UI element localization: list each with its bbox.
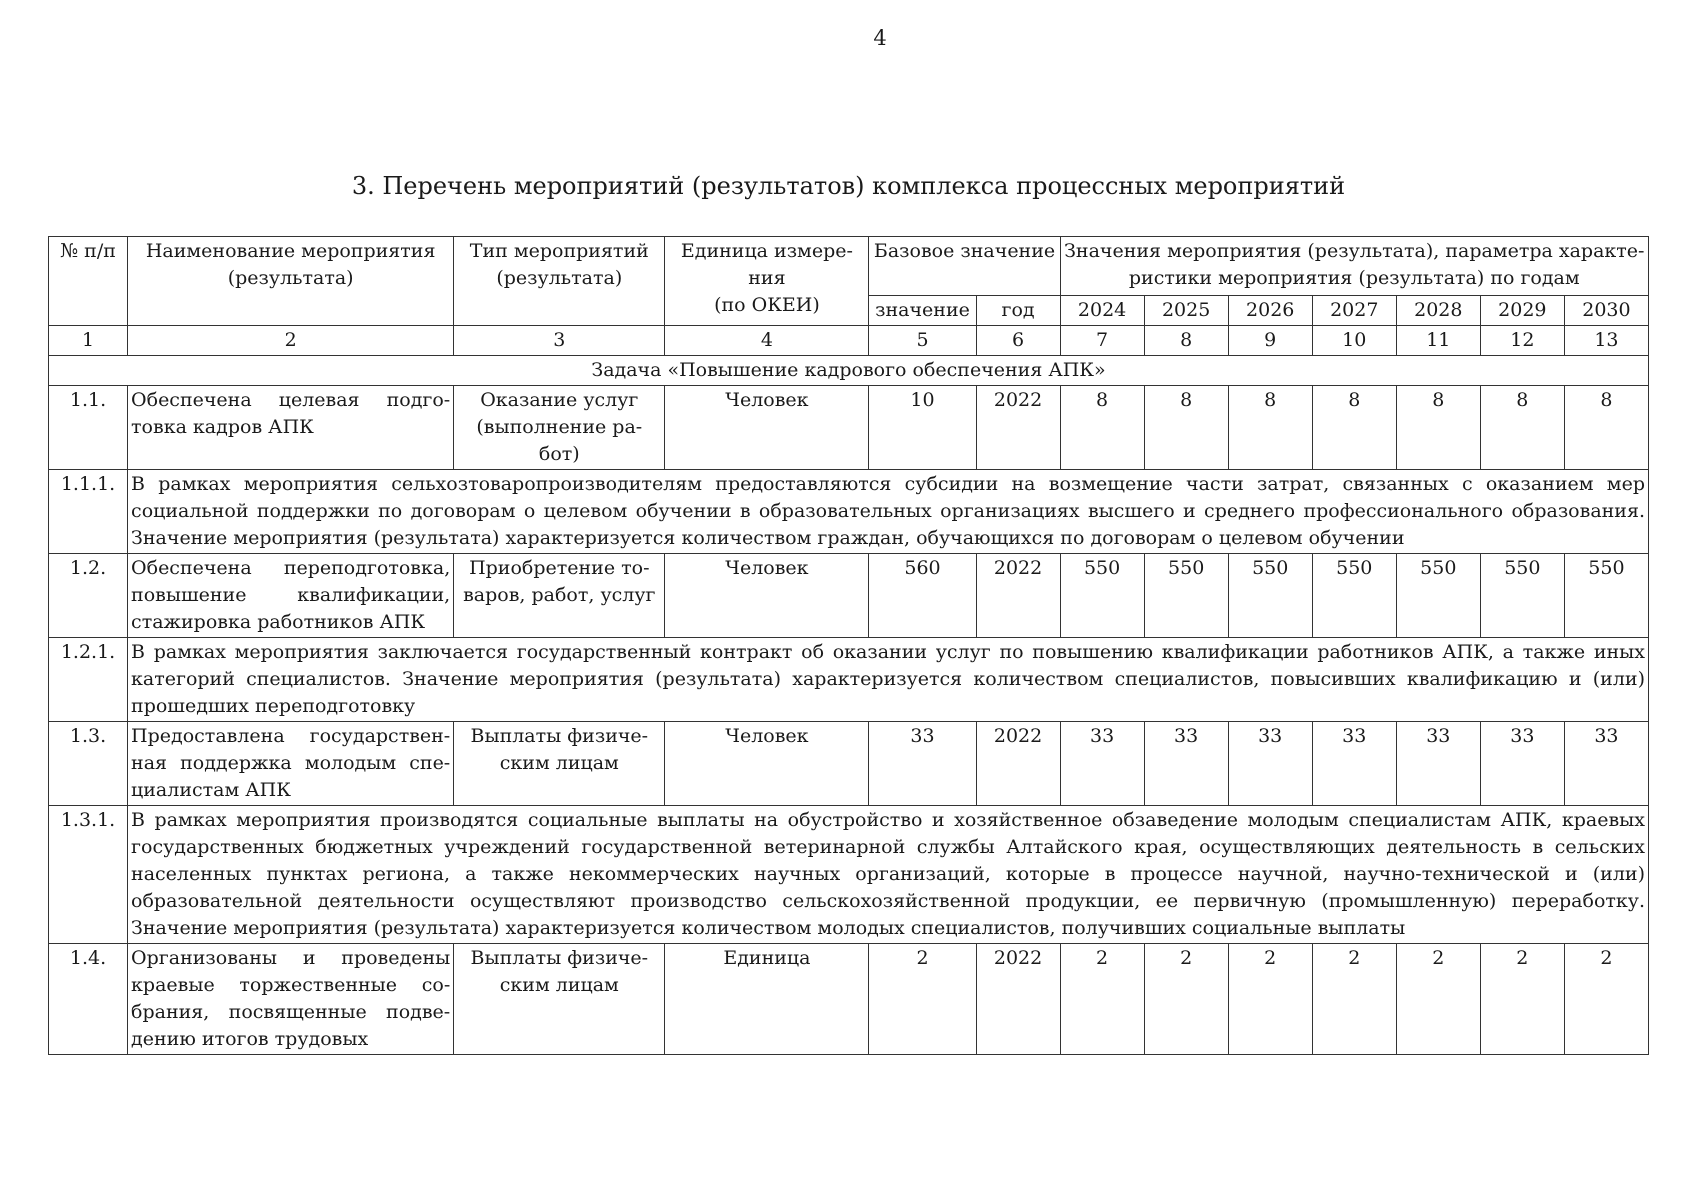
- row-description: В рамках мероприятия заключается государственный контракт об оказании услуг по повышению квалификации работников АПК, а также иных категорий специалистов. Значение мероприятия (результата) характеризуется количеством специалистов, повысивших квалификацию и (или) прошедших переподготовку: [128, 638, 1649, 722]
- header-year: 2024: [1060, 296, 1144, 326]
- header-year: 2027: [1312, 296, 1396, 326]
- header-year: 2026: [1228, 296, 1312, 326]
- row-description: В рамках мероприятия сельхозтоваропроизводителям предоставляются субсидии на возмещение части затрат, связанных с оказанием мер социальной поддержки по договорам о целевом обучении в образовательных организациях высшего и среднего профессионального образования. Значение мероприятия (результата) характеризуется количеством граждан, обучающихся по договорам о целевом обучении: [128, 470, 1649, 554]
- row-year-value: 8: [1060, 386, 1144, 470]
- row-year-value: 550: [1144, 554, 1228, 638]
- row-year-value: 550: [1228, 554, 1312, 638]
- row-year-value: 550: [1396, 554, 1480, 638]
- page-title: 3. Перечень мероприятий (результатов) комплекса процессных мероприятий: [351, 172, 1346, 200]
- row-unit: Человек: [665, 722, 869, 806]
- table-row: [49, 806, 1649, 944]
- column-number: 3: [454, 326, 665, 356]
- task-heading: Задача «Повышение кадрового обеспечения АПК»: [49, 356, 1649, 386]
- column-number: 6: [976, 326, 1060, 356]
- row-num: 1.2.1.: [49, 638, 128, 722]
- column-number: 1: [49, 326, 128, 356]
- row-year-value: 550: [1312, 554, 1396, 638]
- column-number: 7: [1060, 326, 1144, 356]
- table-row: [49, 554, 1649, 638]
- page-number: 4: [873, 26, 887, 50]
- row-name: Организованы и проведены краевые торжественные со-брания, посвященные подве-дению итогов трудовых: [128, 944, 454, 1055]
- row-year-value: 8: [1564, 386, 1648, 470]
- row-unit: Единица: [665, 944, 869, 1055]
- column-number: 12: [1480, 326, 1564, 356]
- table-row: [49, 638, 1649, 722]
- row-type: Приобретение то- варов, работ, услуг: [454, 554, 665, 638]
- row-base-value: 10: [869, 386, 976, 470]
- table-row: [49, 722, 1649, 806]
- table-row: [49, 470, 1649, 554]
- row-year-value: 33: [1480, 722, 1564, 806]
- column-number: 2: [128, 326, 454, 356]
- column-number: 5: [869, 326, 976, 356]
- row-year-value: 8: [1144, 386, 1228, 470]
- header-num: № п/п: [49, 237, 128, 326]
- header-unit: Единица измере- ния (по ОКЕИ): [665, 237, 869, 326]
- row-unit: Человек: [665, 554, 869, 638]
- header-values: Значения мероприятия (результата), параметра характе- ристики мероприятия (результата) по годам: [1060, 237, 1648, 296]
- row-year-value: 2: [1144, 944, 1228, 1055]
- row-year-value: 33: [1144, 722, 1228, 806]
- row-name: Предоставлена государствен-ная поддержка молодым спе-циалистам АПК: [128, 722, 454, 806]
- row-num: 1.2.: [49, 554, 128, 638]
- column-number: 13: [1564, 326, 1648, 356]
- row-year-value: 550: [1060, 554, 1144, 638]
- row-num: 1.3.: [49, 722, 128, 806]
- row-base-year: 2022: [976, 554, 1060, 638]
- row-year-value: 33: [1228, 722, 1312, 806]
- header-year: 2025: [1144, 296, 1228, 326]
- header-year: 2030: [1564, 296, 1648, 326]
- row-unit: Человек: [665, 386, 869, 470]
- column-number: 4: [665, 326, 869, 356]
- header-type: Тип мероприятий (результата): [454, 237, 665, 326]
- row-year-value: 550: [1564, 554, 1648, 638]
- row-num: 1.4.: [49, 944, 128, 1055]
- row-year-value: 2: [1060, 944, 1144, 1055]
- row-type: Выплаты физиче- ским лицам: [454, 944, 665, 1055]
- header-year: 2029: [1480, 296, 1564, 326]
- measures-table: [48, 236, 1649, 1055]
- row-year-value: 2: [1312, 944, 1396, 1055]
- row-num: 1.3.1.: [49, 806, 128, 944]
- row-base-year: 2022: [976, 944, 1060, 1055]
- row-base-year: 2022: [976, 722, 1060, 806]
- header-year: 2028: [1396, 296, 1480, 326]
- column-number: 9: [1228, 326, 1312, 356]
- row-base-value: 2: [869, 944, 976, 1055]
- header-base-value: значение: [869, 296, 976, 326]
- row-year-value: 33: [1060, 722, 1144, 806]
- row-num: 1.1.1.: [49, 470, 128, 554]
- row-year-value: 550: [1480, 554, 1564, 638]
- table-row: [49, 944, 1649, 1055]
- row-year-value: 8: [1312, 386, 1396, 470]
- row-year-value: 2: [1228, 944, 1312, 1055]
- header-name: Наименование мероприятия (результата): [128, 237, 454, 326]
- row-base-year: 2022: [976, 386, 1060, 470]
- column-number: 8: [1144, 326, 1228, 356]
- table-row: [49, 386, 1649, 470]
- row-year-value: 2: [1564, 944, 1648, 1055]
- row-type: Оказание услуг (выполнение ра- бот): [454, 386, 665, 470]
- row-base-value: 33: [869, 722, 976, 806]
- row-year-value: 2: [1480, 944, 1564, 1055]
- header-base: Базовое значение: [869, 237, 1060, 296]
- column-number: 11: [1396, 326, 1480, 356]
- row-base-value: 560: [869, 554, 976, 638]
- row-num: 1.1.: [49, 386, 128, 470]
- header-base-year: год: [976, 296, 1060, 326]
- row-year-value: 8: [1228, 386, 1312, 470]
- column-number: 10: [1312, 326, 1396, 356]
- row-type: Выплаты физиче- ским лицам: [454, 722, 665, 806]
- row-year-value: 2: [1396, 944, 1480, 1055]
- row-year-value: 33: [1312, 722, 1396, 806]
- row-year-value: 8: [1396, 386, 1480, 470]
- row-year-value: 33: [1396, 722, 1480, 806]
- row-name: Обеспечена переподготовка, повышение квалификации, стажировка работников АПК: [128, 554, 454, 638]
- row-year-value: 33: [1564, 722, 1648, 806]
- row-description: В рамках мероприятия производятся социальные выплаты на обустройство и хозяйственное обзаведение молодым специалистам АПК, краевых государственных бюджетных учреждений государственной ветеринарной службы Алтайского края, осуществляющих деятельность в сельских населенных пунктах региона, а также некоммерческих научных организаций, которые в процессе научной, научно-технической и (или) образовательной деятельности осуществляют производство сельскохозяйственной продукции, ее первичную (промышленную) переработку. Значение мероприятия (результата) характеризуется количеством молодых специалистов, получивших социальные выплаты: [128, 806, 1649, 944]
- row-year-value: 8: [1480, 386, 1564, 470]
- column-numbers-row: [49, 326, 1649, 356]
- row-name: Обеспечена целевая подго- товка кадров АПК: [128, 386, 454, 470]
